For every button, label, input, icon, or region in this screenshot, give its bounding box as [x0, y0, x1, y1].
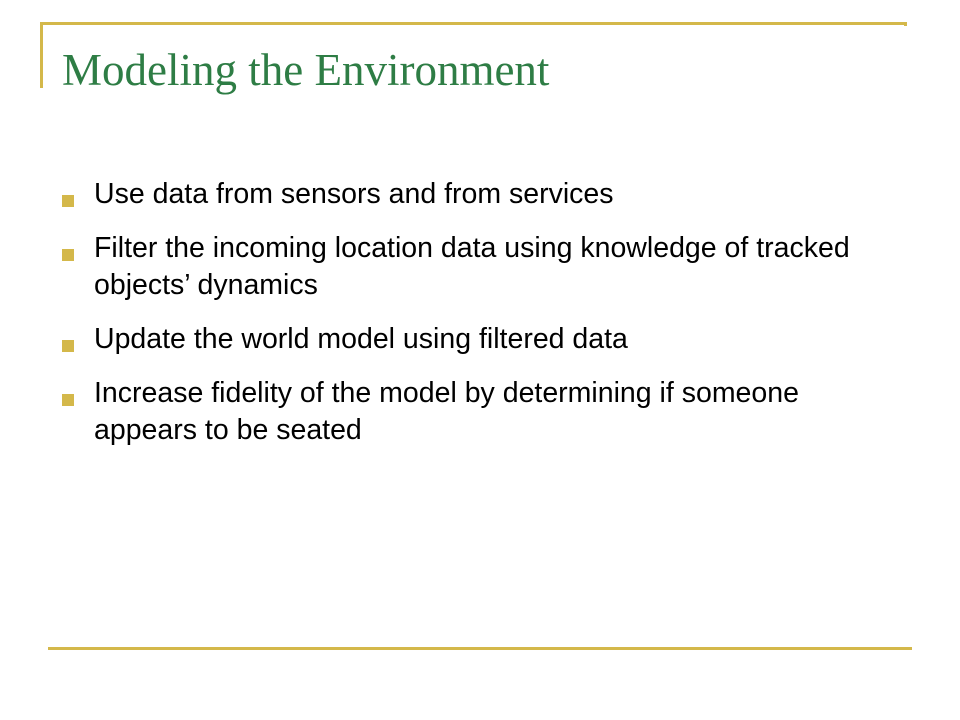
bullet-text: Update the world model using filtered data — [94, 323, 628, 355]
bullet-list — [62, 176, 882, 466]
left-border-rule — [40, 22, 43, 88]
right-border-tick — [904, 22, 907, 26]
slide-title: Modeling the Environment — [62, 45, 550, 95]
bullet-text: Increase fidelity of the model by determining if someone appears to be seated — [94, 377, 799, 446]
bullet-text: Use data from sensors and from services — [94, 178, 614, 210]
bullet-item — [62, 375, 882, 449]
square-bullet-icon — [62, 394, 74, 406]
square-bullet-icon — [62, 249, 74, 261]
bottom-border-rule — [48, 647, 912, 650]
bullet-item — [62, 230, 882, 304]
square-bullet-icon — [62, 195, 74, 207]
bullet-item — [62, 321, 882, 358]
top-border-rule — [40, 22, 906, 25]
bullet-text: Filter the incoming location data using knowledge of tracked objects’ dynamics — [94, 232, 850, 301]
square-bullet-icon — [62, 340, 74, 352]
bullet-item — [62, 176, 882, 213]
